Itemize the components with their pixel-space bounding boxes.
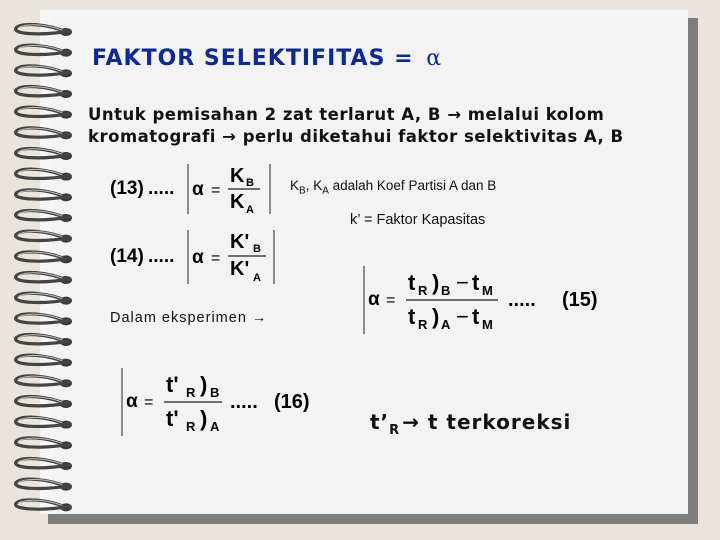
eq14-den: K': [230, 258, 250, 280]
spiral-ring: [16, 335, 72, 346]
spiral-ring: [16, 252, 72, 263]
spiral-ring: [16, 169, 72, 180]
eq14-equals: =: [211, 250, 221, 267]
eq15-den-paren: ): [432, 304, 440, 329]
eq16-num-paren-sub: B: [210, 385, 220, 400]
equation-14: [108, 226, 278, 292]
eq14-alpha: α: [192, 247, 204, 268]
eq13-dots: .....: [148, 178, 175, 199]
eq15-den-t: t: [408, 304, 416, 329]
equation-16: [118, 364, 324, 444]
spiral-ring: [16, 25, 72, 36]
spiral-ring: [16, 397, 72, 408]
eq16-den-t: t': [166, 406, 179, 431]
eq13-num: K: [230, 165, 245, 187]
partition-rest: adalah Koef Partisi A dan B: [328, 178, 497, 193]
eq15-den-t-sub: R: [418, 317, 428, 332]
eq15-num-t-sub: R: [418, 283, 428, 298]
eq14-label: (14): [110, 246, 144, 267]
eq15-equals: =: [386, 292, 396, 309]
eq15-den-tm: t: [472, 304, 480, 329]
spiral-ring: [16, 231, 72, 242]
spiral-ring: [16, 293, 72, 304]
spiral-ring: [16, 87, 72, 98]
spiral-ring: [16, 355, 72, 366]
eq13-label: (13): [110, 178, 144, 199]
eq16-den-paren: ): [200, 406, 208, 431]
eq16-num-t-sub: R: [186, 385, 196, 400]
eq15-num-paren: ): [432, 270, 440, 295]
partition-k-sub-b: B: [299, 185, 306, 197]
eq14-den-sub: A: [253, 272, 261, 284]
slide-title-text: FAKTOR SELEKTIFITAS =: [92, 46, 414, 71]
equation-15: [360, 262, 622, 342]
spiral-ring: [16, 376, 72, 387]
eq13-den: K: [230, 191, 245, 213]
eq14-num-sub: B: [253, 243, 261, 255]
eq16-label: (16): [274, 391, 310, 413]
koreksi-note: [370, 410, 571, 438]
spiral-ring: [16, 417, 72, 428]
spiral-ring: [16, 314, 72, 325]
spiral-ring: [16, 459, 72, 470]
eq16-den-t-sub: R: [186, 419, 196, 434]
spiral-ring: [16, 149, 72, 160]
spiral-ring: [16, 479, 72, 490]
intro-line-2: kromatografi → perlu diketahui faktor selektivitas A, B: [88, 127, 624, 146]
spiral-ring: [16, 66, 72, 77]
eq16-alpha: α: [126, 391, 138, 412]
spiral-ring: [16, 190, 72, 201]
eq14-dots: .....: [148, 246, 175, 267]
eq14-num: K': [230, 231, 250, 253]
eksperimen-note: Dalam eksperimen →: [110, 310, 268, 326]
eq16-equals: =: [144, 394, 154, 411]
eq13-alpha: α: [192, 179, 204, 200]
eq15-alpha: α: [368, 289, 380, 310]
equation-13: [108, 160, 278, 224]
eq15-num-tm: t: [472, 270, 480, 295]
koreksi-t: t’: [370, 410, 390, 434]
capacity-note: k’ = Faktor Kapasitas: [350, 212, 486, 228]
spiral-ring: [16, 273, 72, 284]
alpha-symbol: α: [426, 46, 443, 71]
eq13-equals: =: [211, 182, 221, 199]
eq16-den-paren-sub: A: [210, 419, 220, 434]
intro-paragraph: [88, 104, 698, 148]
eq15-num-t: t: [408, 270, 416, 295]
spiral-ring: [16, 438, 72, 449]
eq13-den-sub: A: [246, 204, 254, 216]
spiral-binding: [0, 10, 90, 520]
partition-sep: , K: [305, 178, 323, 193]
eq15-den-minus: −: [456, 304, 469, 329]
eq15-den-paren-sub: A: [441, 317, 451, 332]
eq16-num-t: t': [166, 372, 179, 397]
eq15-num-minus: −: [456, 270, 469, 295]
eq15-num-paren-sub: B: [441, 283, 451, 298]
eq16-num-paren: ): [200, 372, 208, 397]
eq13-num-sub: B: [246, 177, 254, 189]
partition-k: K: [290, 178, 300, 193]
eq15-label: (15): [562, 289, 598, 311]
spiral-ring: [16, 107, 72, 118]
spiral-ring: [16, 211, 72, 222]
eq15-dots: .....: [508, 289, 536, 311]
partition-note: [290, 178, 496, 197]
koreksi-sub: R: [389, 423, 401, 438]
eq15-num-tm-sub: M: [482, 283, 493, 298]
intro-line-1: Untuk pemisahan 2 zat terlarut A, B → melalui kolom: [88, 105, 605, 124]
eq16-dots: .....: [230, 391, 258, 413]
eq15-den-tm-sub: M: [482, 317, 493, 332]
spiral-ring: [16, 128, 72, 139]
partition-k-sub-a: A: [322, 185, 329, 197]
spiral-ring: [16, 500, 72, 511]
spiral-ring: [16, 45, 72, 56]
koreksi-rest: → t terkoreksi: [402, 410, 572, 434]
slide-title: [92, 46, 442, 71]
